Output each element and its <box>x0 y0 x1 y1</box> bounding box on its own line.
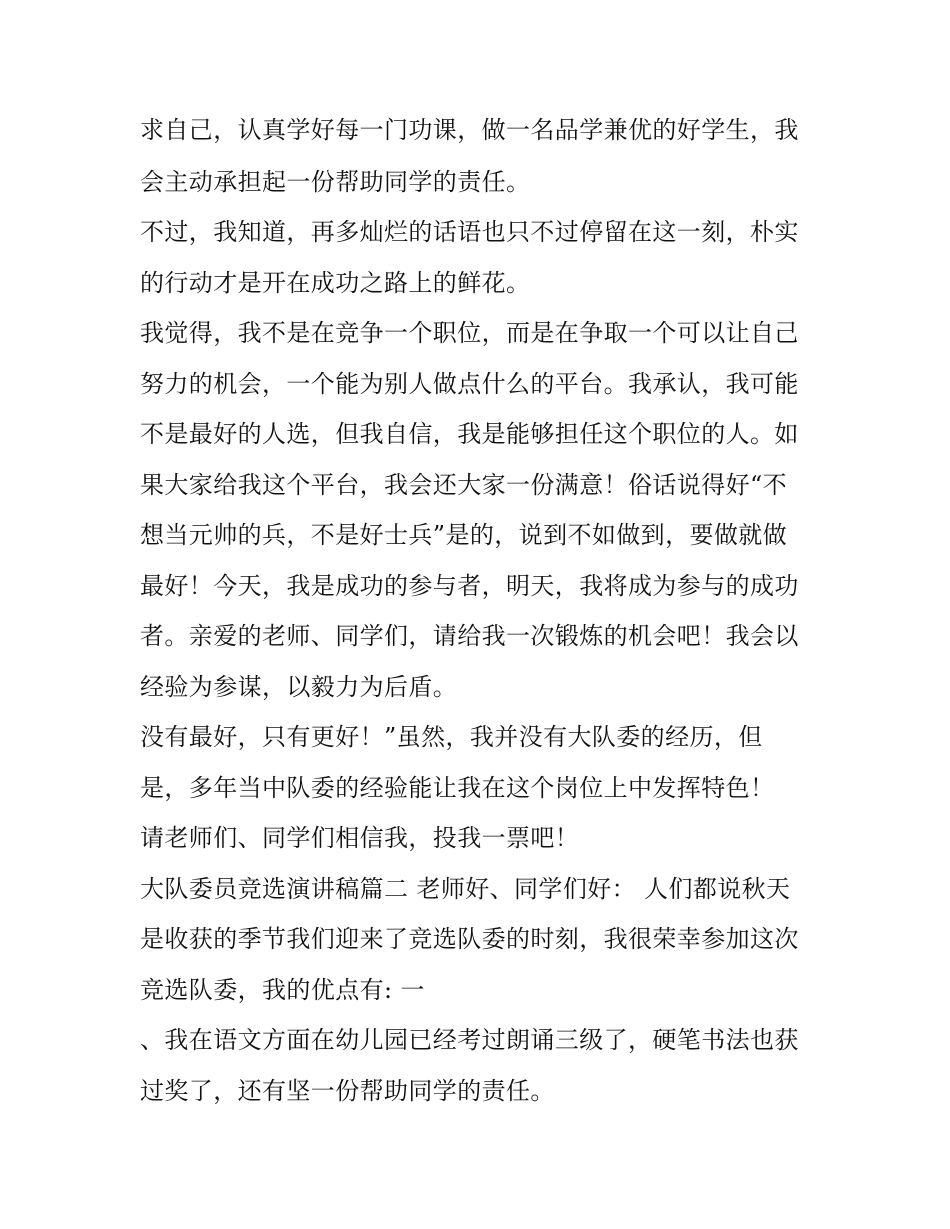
text-line: 不是最好的人选，但我自信，我是能够担任这个职位的人。如 <box>140 420 799 448</box>
text-line: 我觉得，我不是在竞争一个职位，而是在争取一个可以让自己 <box>140 319 799 347</box>
text-line: 经验为参谋，以毅力为后盾。 <box>140 673 458 701</box>
text-line: 会主动承担起一份帮助同学的责任。 <box>140 168 531 196</box>
text-line: 果大家给我这个平台，我会还大家一份满意！俗话说得好“不 <box>140 471 788 499</box>
text-line: 最好！今天，我是成功的参与者，明天，我将成为参与的成功 <box>140 572 799 600</box>
text-line: 竞选队委，我的优点有: 一 <box>140 976 425 1004</box>
text-line: 求自己，认真学好每一门功课，做一名品学兼优的好学生，我 <box>140 116 799 144</box>
text-line: 是，多年当中队委的经验能让我在这个岗位上中发挥特色！ <box>140 774 775 802</box>
text-line: 、我在语文方面在幼儿园已经考过朗诵三级了，硬笔书法也获 <box>140 1026 799 1054</box>
text-line: 过奖了，还有坚一份帮助同学的责任。 <box>140 1077 555 1105</box>
text-line: 是收获的季节我们迎来了竞选队委的时刻，我很荣幸参加这次 <box>140 925 799 953</box>
text-line: 的行动才是开在成功之路上的鲜花。 <box>140 269 531 297</box>
text-line: 者。亲爱的老师、同学们，请给我一次锻炼的机会吧！我会以 <box>140 622 799 650</box>
text-line: 想当元帅的兵，不是好士兵”是的，说到不如做到，要做就做 <box>140 521 788 549</box>
text-line: 请老师们、同学们相信我，投我一票吧！ <box>140 824 580 852</box>
text-line: 不过，我知道，再多灿烂的话语也只不过停留在这一刻，朴实 <box>140 218 799 246</box>
text-line: 大队委员竞选演讲稿篇二 老师好、同学们好： 人们都说秋天 <box>140 875 791 903</box>
text-line: 没有最好，只有更好！”虽然，我并没有大队委的经历，但 <box>140 723 763 751</box>
text-line: 努力的机会，一个能为别人做点什么的平台。我承认，我可能 <box>140 370 799 398</box>
